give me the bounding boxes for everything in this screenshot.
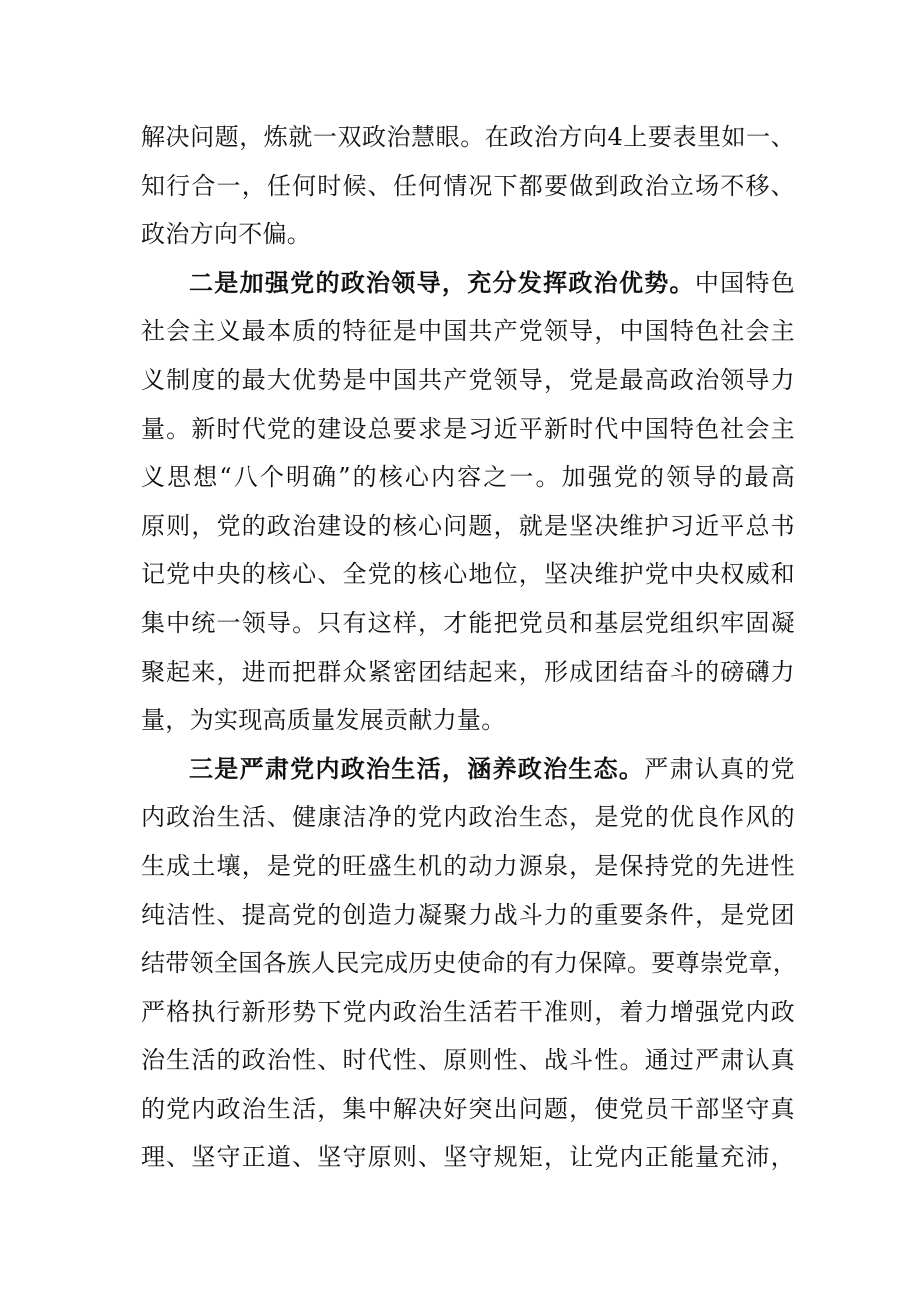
- text-line: 纯洁性、提高党的创造力凝聚力战斗力的重要条件，是党团: [141, 900, 795, 929]
- text-line: 生成土壤，是党的旺盛生机的动力源泉，是保持党的先进性: [141, 851, 795, 880]
- paragraph-heading: 二是加强党的政治领导，充分发挥政治优势。: [189, 267, 695, 297]
- text-line: 严格执行新形势下党内政治生活若干准则，着力增强党内政: [141, 997, 795, 1026]
- text-line: 的党内政治生活，集中解决好突出问题，使党员干部坚守真: [141, 1094, 795, 1123]
- text-line: 义制度的最大优势是中国共产党领导，党是最高政治领导力: [141, 365, 795, 394]
- text-line: 结带领全国各族人民完成历史使命的有力保障。要尊崇党章，: [141, 949, 798, 978]
- text-line: 量。新时代党的建设总要求是习近平新时代中国特色社会主: [141, 414, 795, 443]
- document-body: [141, 113, 798, 1182]
- text-line: 三是严肃党内政治生活，涵养政治生态。严肃认真的党: [189, 753, 795, 783]
- text-line: 社会主义最本质的特征是中国共产党领导，中国特色社会主: [141, 317, 795, 346]
- text-line: 治生活的政治性、时代性、原则性、战斗性。通过严肃认真: [141, 1046, 795, 1075]
- paragraph-heading: 三是严肃党内政治生活，涵养政治生态。: [189, 753, 645, 783]
- text-line: 解决问题，炼就一双政治慧眼。在政治方向4上要表里如一、: [141, 123, 795, 151]
- text-line: 理、坚守正道、坚守原则、坚守规矩，让党内正能量充沛，: [141, 1143, 795, 1172]
- text-line: 义思想“八个明确”的核心内容之一。加强党的领导的最高: [141, 463, 795, 492]
- text-line: 二是加强党的政治领导，充分发挥政治优势。中国特色: [189, 267, 796, 297]
- text-line: 内政治生活、健康洁净的党内政治生态，是党的优良作风的: [141, 803, 795, 832]
- text-line: 知行合一，任何时候、任何情况下都要做到政治立场不移、: [141, 171, 795, 200]
- text-line: 政治方向不偏。: [141, 220, 312, 249]
- paragraph-2: [141, 259, 795, 745]
- text-line: 记党中央的核心、全党的核心地位，坚决维护党中央权威和: [141, 560, 795, 589]
- text-line: 量，为实现高质量发展贡献力量。: [141, 706, 506, 735]
- paragraph-1: [141, 113, 795, 259]
- text-line: 集中统一领导。只有这样，才能把党员和基层党组织牢固凝: [141, 608, 795, 637]
- text-line: 聚起来，进而把群众紧密团结起来，形成团结奋斗的磅礴力: [141, 657, 795, 686]
- text-line: 原则，党的政治建设的核心问题，就是坚决维护习近平总书: [141, 511, 795, 540]
- paragraph-3: [141, 745, 798, 1182]
